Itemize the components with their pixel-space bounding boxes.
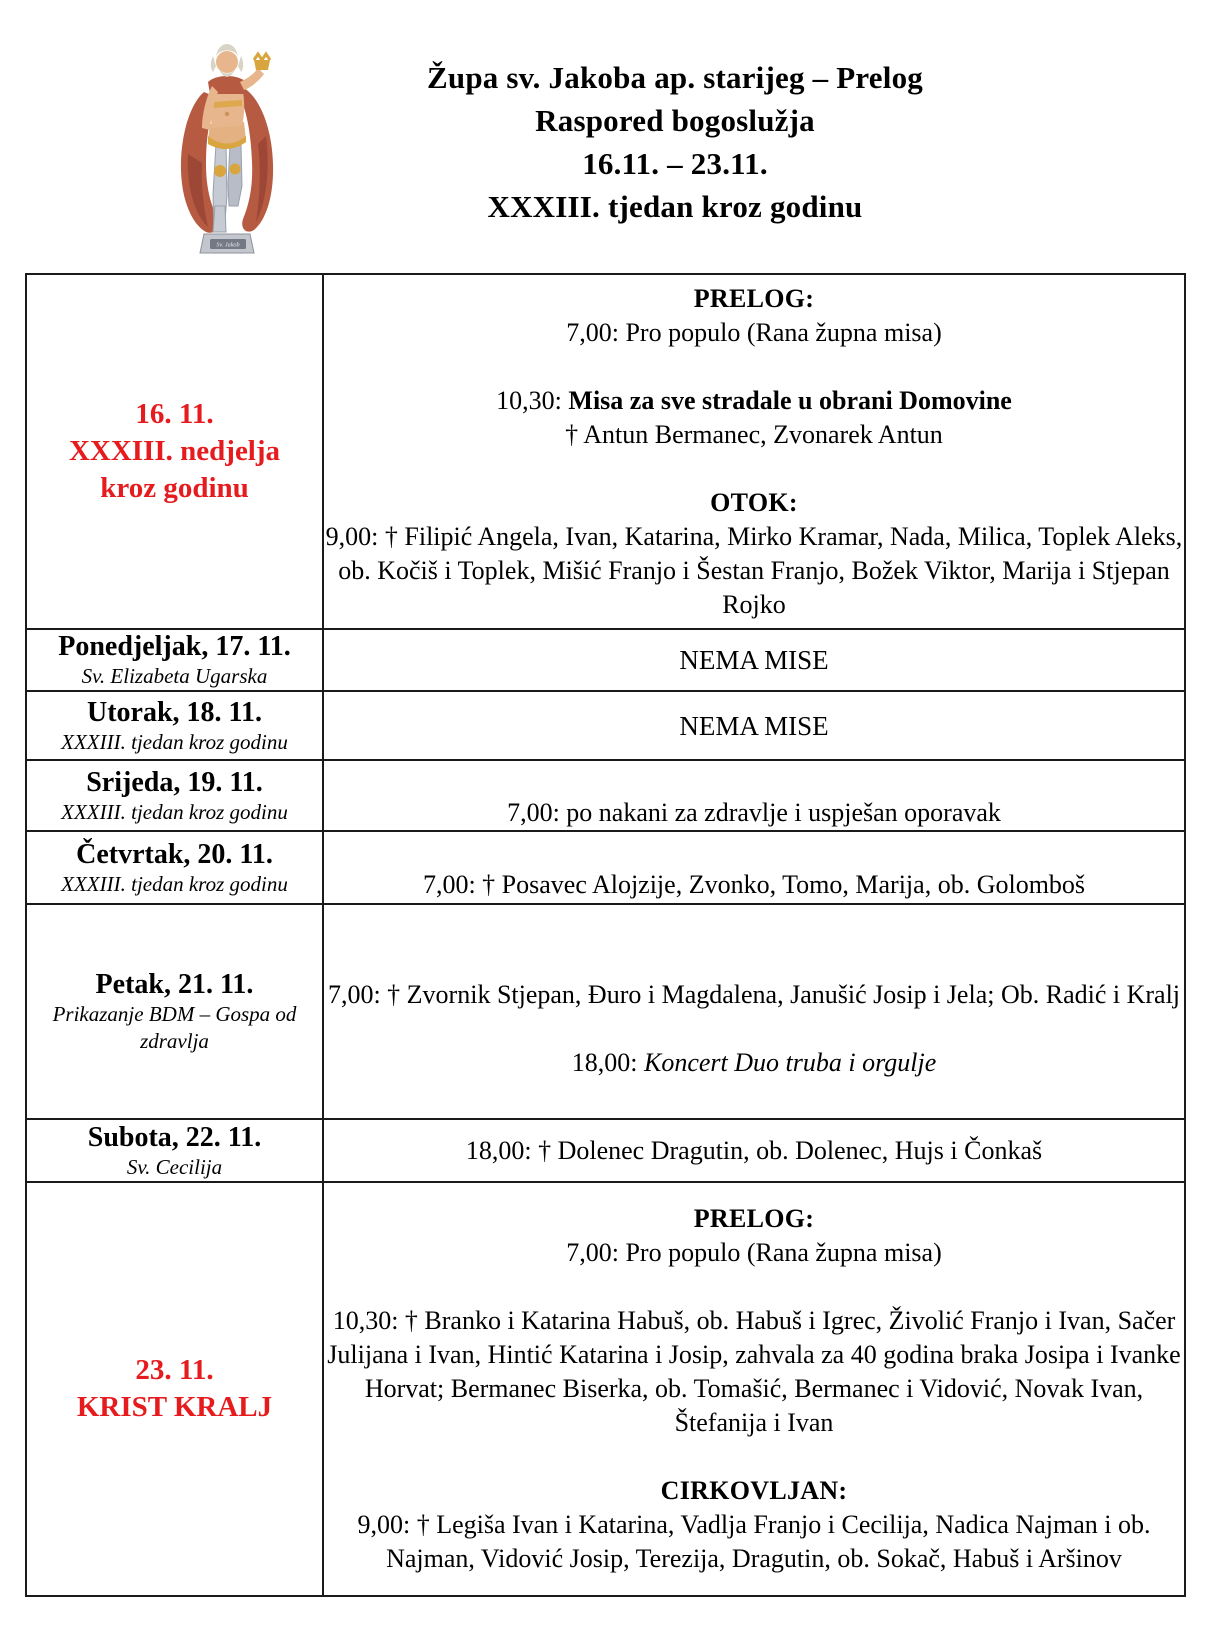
mass-cell: [323, 274, 1185, 629]
mass-cell-content: [324, 1134, 1184, 1168]
mass-cell-content: [324, 834, 1184, 902]
mass-line-segment: 10,30: † Branko i Katarina Habuš, ob. Habuš i Igrec, Živolić Franjo i Ivan, Sačer Julijana i Ivan, Hintić Katarina i Josip, zahvala za 40 godina braka Josipa i Ivanke Horvat; Bermanec Biserka, ob. Tomašić, Bermanec i Vidović, Novak Ivan, Štefanija i Ivan: [327, 1306, 1181, 1437]
mass-line: [324, 520, 1184, 622]
mass-line-segment: 18,00:: [571, 1047, 644, 1077]
location-header: CIRKOVLJAN:: [660, 1476, 848, 1505]
statue-base-label: Sv. Jakob: [216, 241, 240, 249]
date-cell: [26, 904, 323, 1119]
date-label: Subota, 22. 11.: [87, 1121, 262, 1153]
schedule-row: [26, 691, 1185, 760]
mass-cell-content: [324, 1202, 1184, 1576]
schedule-row: [26, 760, 1185, 831]
blank-line: [324, 1270, 1184, 1304]
mass-cell: [323, 1119, 1185, 1182]
feast-label: XXXIII. tjedan kroz godinu: [61, 729, 288, 754]
mass-cell: [323, 629, 1185, 691]
mass-line-segment: 7,00: Pro populo (Rana župna misa): [566, 1238, 942, 1267]
mass-line: [324, 1508, 1184, 1576]
mass-line: [324, 384, 1184, 418]
date-range: 16.11. – 23.11.: [582, 146, 768, 181]
date-cell: [26, 629, 323, 691]
feast-label: Sv. Elizabeta Ugarska: [81, 664, 268, 688]
date-label: 16. 11.: [135, 398, 214, 430]
mass-cell: [323, 760, 1185, 831]
mass-line: [324, 709, 1184, 743]
schedule-body: [26, 274, 1185, 1596]
liturgical-week: XXXIII. tjedan kroz godinu: [487, 189, 863, 224]
mass-cell-content: [324, 282, 1184, 622]
mass-cell: [323, 1182, 1185, 1596]
mass-line-segment: 7,00: Pro populo (Rana župna misa): [566, 317, 942, 347]
date-cell: [26, 1119, 323, 1182]
mass-line: [324, 418, 1184, 452]
mass-line: [324, 1236, 1184, 1270]
mass-line-segment: NEMA MISE: [679, 710, 829, 741]
date-label: KRIST KRALJ: [76, 1391, 273, 1423]
date-label: Petak, 21. 11.: [95, 969, 254, 1000]
mass-line-segment: 9,00: † Filipić Angela, Ivan, Katarina, Mirko Kramar, Nada, Milica, Toplek Aleks, ob. Kočiš i Toplek, Mišić Franjo i Šestan Franjo, Božek Viktor, Marija i Stjepan Rojko: [325, 521, 1183, 619]
schedule-row: [26, 831, 1185, 904]
mass-cell-content: [324, 944, 1184, 1080]
date-label: Ponedjeljak, 17. 11.: [58, 631, 291, 662]
date-cell: [26, 1182, 323, 1596]
feast-label: XXXIII. tjedan kroz godinu: [61, 799, 288, 824]
date-label: Srijeda, 19. 11.: [86, 766, 263, 798]
mass-line-segment: 7,00: † Posavec Alojzije, Zvonko, Tomo, Marija, ob. Golomboš: [422, 869, 1086, 899]
mass-line: [324, 1046, 1184, 1080]
mass-line: [324, 796, 1184, 830]
feast-label: Prikazanje BDM – Gospa od zdravlja: [52, 1002, 297, 1053]
blank-line: [324, 350, 1184, 384]
blank-line: [324, 452, 1184, 486]
schedule-row: [26, 1182, 1185, 1596]
mass-line-segment: Misa za sve stradale u obrani Domovine: [568, 385, 1012, 415]
mass-line-segment: 18,00: † Dolenec Dragutin, ob. Dolenec, Hujs i Čonkaš: [465, 1135, 1043, 1165]
mass-line: [324, 1134, 1184, 1168]
mass-line: [324, 868, 1184, 902]
schedule-row: [26, 1119, 1185, 1182]
blank-line: [324, 944, 1184, 978]
mass-cell-content: [324, 709, 1184, 743]
date-cell: [26, 691, 323, 760]
mass-line: [324, 1304, 1184, 1440]
blank-line: [324, 1440, 1184, 1474]
mass-line-segment: Koncert Duo truba i orgulje: [643, 1047, 937, 1077]
schedule-row: [26, 629, 1185, 691]
date-label: 23. 11.: [135, 1354, 214, 1386]
feast-label: XXXIII. tjedan kroz godinu: [61, 871, 288, 896]
mass-cell: [323, 691, 1185, 760]
date-label: Utorak, 18. 11.: [87, 696, 262, 728]
parish-title: Župa sv. Jakoba ap. starijeg – Prelog: [427, 60, 923, 95]
mass-schedule-table: [25, 273, 1186, 1597]
mass-line-segment: 7,00: po nakani za zdravlje i uspješan oporavak: [507, 797, 1001, 827]
blank-line: [324, 1012, 1184, 1046]
document-title-block: [330, 56, 1020, 228]
location-header: PRELOG:: [693, 1204, 815, 1233]
mass-cell-content: [324, 762, 1184, 830]
location-header: PRELOG:: [693, 283, 815, 313]
mass-line: [324, 978, 1184, 1012]
date-label: kroz godinu: [100, 472, 249, 504]
date-cell: [26, 760, 323, 831]
mass-cell: [323, 831, 1185, 904]
date-label: XXXIII. nedjelja: [68, 435, 281, 467]
mass-line-segment: 7,00: † Zvornik Stjepan, Đuro i Magdalena, Janušić Josip i Jela; Ob. Radić i Kralj: [327, 979, 1181, 1009]
mass-line-segment: NEMA MISE: [679, 645, 829, 675]
mass-line: [324, 316, 1184, 350]
mass-line-segment: 9,00: † Legiša Ivan i Katarina, Vadlja Franjo i Cecilija, Nadica Najman i ob. Najman, Vidović Josip, Terezija, Dragutin, ob. Sokač, Habuš i Aršinov: [357, 1510, 1151, 1573]
statue-sv-jakob-image: [166, 36, 290, 256]
mass-line-segment: † Antun Bermanec, Zvonarek Antun: [565, 419, 943, 449]
schedule-row: [26, 274, 1185, 629]
mass-line: [324, 643, 1184, 677]
schedule-row: [26, 904, 1185, 1119]
schedule-subtitle: Raspored bogoslužja: [535, 103, 815, 138]
location-header: OTOK:: [710, 487, 798, 517]
date-label: Četvrtak, 20. 11.: [76, 838, 273, 870]
mass-line-segment: 10,30:: [496, 385, 569, 415]
blank-line: [324, 834, 1184, 868]
mass-cell-content: [324, 643, 1184, 677]
date-cell: [26, 831, 323, 904]
date-cell: [26, 274, 323, 629]
feast-label: Sv. Cecilija: [126, 1154, 223, 1179]
blank-line: [324, 762, 1184, 796]
mass-cell: [323, 904, 1185, 1119]
